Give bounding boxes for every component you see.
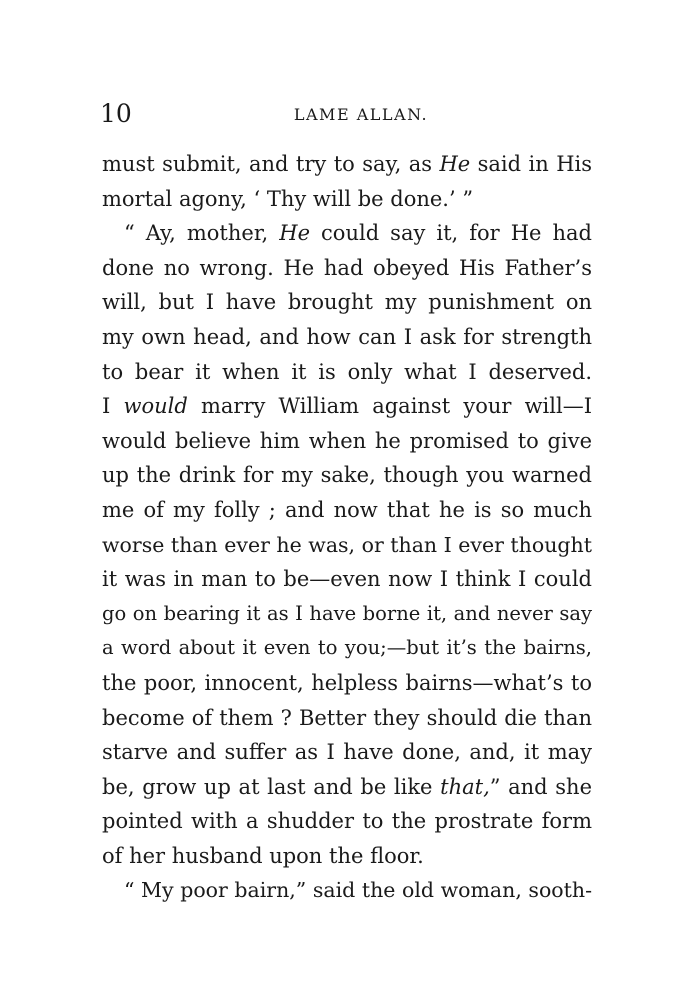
running-title: LAME ALLAN. — [293, 105, 429, 124]
text-line: mortal agony, ‘ Thy will be done.’ ” — [102, 186, 474, 211]
text-line: worse than ever he was, or than I ever thought — [102, 532, 592, 557]
text-line: a word about it even to you;—but it’s the bairns, — [102, 636, 592, 660]
text-line: “ My poor bairn,” said the old woman, sooth- — [124, 878, 592, 903]
text-line: my own head, and how can I ask for strength — [102, 324, 592, 349]
text-line: would believe him when he promised to give — [102, 428, 592, 453]
body-text — [102, 147, 592, 908]
text-line: I would marry William against your will—I — [102, 394, 592, 419]
text-line: done no wrong. He had obeyed His Father’s — [102, 255, 592, 280]
text-line: starve and suffer as I have done, and, it may — [102, 740, 592, 765]
text-line: me of my folly ; and now that he is so much — [102, 497, 592, 522]
text-line: will, but I have brought my punishment on — [102, 290, 592, 315]
text-line: pointed with a shudder to the prostrate form — [102, 809, 592, 834]
text-line: “ Ay, mother, He could say it, for He had — [124, 221, 592, 246]
text-line: must submit, and try to say, as He said in His — [102, 152, 593, 176]
page-number: 10 — [100, 99, 132, 128]
text-line: of her husband upon the floor. — [102, 843, 424, 868]
text-line: up the drink for my sake, though you warned — [102, 463, 592, 488]
text-line: become of them ? Better they should die than — [102, 705, 592, 730]
text-line: to bear it when it is only what I deserved. — [102, 359, 592, 384]
text-line: the poor, innocent, helpless bairns—what’s to — [102, 670, 592, 695]
text-line: go on bearing it as I have borne it, and never say — [102, 601, 592, 625]
text-line: it was in man to be—even now I think I could — [102, 567, 592, 592]
page-header — [100, 96, 592, 132]
text-line: be, grow up at last and be like that,” and she — [102, 774, 592, 799]
